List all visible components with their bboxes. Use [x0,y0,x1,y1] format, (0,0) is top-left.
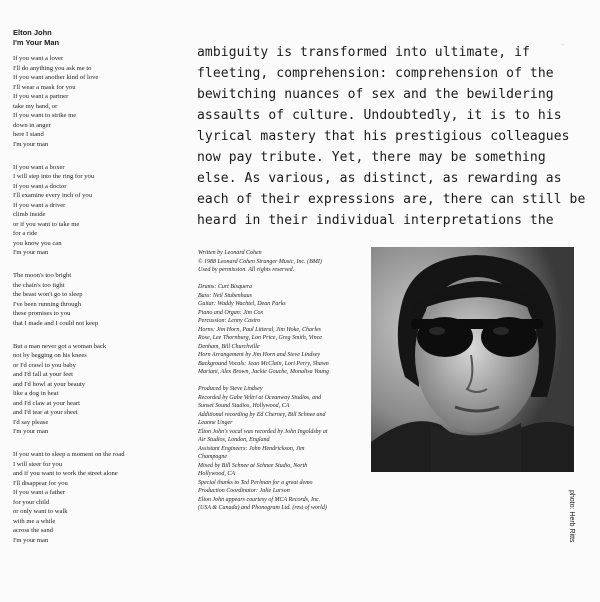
credit-line: Piano and Organ: Jim Cox [198,309,264,316]
lyric-line: and if you want to work the street alone [13,470,118,477]
credit-line: Champagne [198,454,227,460]
credit-line: Background Vocals: Jean McClain, Lori Perry, Shawn [198,360,329,367]
lyric-line: I will step into the ring for you [13,173,95,180]
essay-line: bewitching nuances of sex and the bewildering [197,87,554,102]
lyric-line: and I'd claw at your heart [13,399,80,407]
lyric-line: If you want a lover [13,55,64,62]
lyric-stanza [13,342,173,437]
song-title: I'm Your Man [13,38,60,47]
credit-line: Assistant Engineers: John Hendrickson, Jim [198,445,305,452]
lyric-line: I will steer for you [13,460,63,468]
lyric-line: I'm your man [13,249,49,256]
lyric-line: these promises to you [13,310,71,317]
lyric-line: across the sand [13,527,53,534]
lyric-line: here I stand [13,131,44,138]
portrait-photo [371,247,574,472]
credit-line: Bass: Neil Stubenhaus [198,292,252,299]
credit-line: Rose, Lee Thornburg, Lon Price, Greg Smith, Vince [198,335,322,341]
credit-line: Used by permission. All rights reserved. [198,267,295,273]
lyric-line: and I'd tear at your sheet [13,409,78,416]
credit-line: Leanne Unger [198,420,233,426]
lyric-line: The moon's too bright [13,272,72,279]
lyric-line: or I'd crawl to you baby [13,361,76,369]
lyric-line: down in anger [13,121,51,129]
lyric-stanza [13,450,173,545]
lyric-stanza [13,163,173,258]
lyric-line: If you want to sleep a moment on the road [13,451,125,458]
lyric-line: If you want a father [13,489,65,496]
lyric-line: If you want to strike me [13,112,77,119]
credit-line: Percussion: Lenny Castro [198,318,261,324]
essay-line: ambiguity is transformed into ultimate, if [197,45,530,60]
lyric-line: not by begging on his knees [13,352,87,359]
lyric-line: If you want a doctor [13,182,67,190]
credit-line: © 1988 Leonard Cohen Stranger Music, Inc. (BMI) [198,258,322,265]
credit-line: Additional recording by Ed Cherney, Bill Schnee and [198,411,326,418]
credit-block [198,283,370,377]
lyric-line: I'm your man [13,140,49,148]
lyric-line: and I'd howl at your beauty [13,380,86,388]
credit-line: (USA & Canada) and Phonogram Ltd. (rest of world) [198,505,327,511]
credit-line: Production Coordinator: Julie Larson [198,488,290,494]
essay-line: heard in their individual interpretations the [197,213,554,228]
lyric-line: I'd say please [13,418,49,426]
lyric-line: I've been running through [13,300,82,308]
lyric-line: If you want a boxer [13,163,65,171]
photo-credit: photo: Herb Ritts [568,490,575,543]
song-header [13,28,59,48]
credit-line: Denham, Bill Churchville [198,343,260,350]
lyric-line: that I made and I could not keep [13,319,99,327]
lyric-line: like a dog in heat [13,390,59,397]
lyric-line: or if you want to take me [13,220,80,228]
essay-line: fleeting, comprehension: comprehension of the [197,66,554,81]
credit-line: Elton John's vocal was recorded by John Ingoldsby at [198,428,328,435]
lyric-line: take my hand, or [13,102,58,110]
corner-mark: · [562,42,564,49]
lyric-line: I'll do anything you ask me to [13,64,92,72]
lyric-line: for your child [13,498,50,506]
lyric-line: and I'd fall at your feet [13,371,73,378]
credit-line: Mixed by Bill Schnee at Schnee Studio, North [198,462,308,469]
credit-line: Produced by Steve Lindsey [198,386,263,392]
essay-line: each of their expressions are, there can still be [197,192,586,207]
credit-line: Sunset Sound Studios, Hollywood, CA [198,403,290,409]
credit-block [198,249,370,275]
lyric-line: I'm your man [13,536,49,544]
lyric-line: If you want a driver [13,201,66,209]
lyric-line: you know you can [13,239,62,247]
essay-line: now pay tribute. Yet, there may be something [197,150,546,165]
credit-line: Recorded by Gabe Veltri at Oceanway Studios, and [198,394,322,401]
lyric-line: for a ride [13,230,38,237]
lyric-line: climb inside [13,211,46,218]
lyric-line: with me a while [13,517,56,525]
lyric-line: I'm your man [13,428,49,435]
lyric-stanza [13,271,173,328]
lyric-stanza [13,54,173,149]
credit-line: Horn Arrangement by Jim Horn and Steve Lindsey [198,352,321,358]
credit-line: Hollywood, CA [198,471,235,477]
credit-line: Air Studios, London, England [198,437,270,443]
credit-line: Guitar: Waddy Wachtel, Dean Parks [198,301,286,307]
credit-line: Drums: Curt Bisquera [198,284,253,290]
credit-line: Written by Leonard Cohen [198,250,262,256]
credit-line: Horns: Jim Horn, Paul Litteral, Jim Hoke, Charles [198,326,321,333]
essay-text [197,42,586,231]
lyric-line: If you want a partner [13,93,69,100]
credit-line: Special thanks to Ted Perlman for a great demo [198,479,313,486]
song-credits [198,249,370,521]
lyric-line: the beast won't go to sleep [13,291,83,298]
credit-line: Elton John appears courtesy of MCA Records, Inc. [198,496,321,503]
lyric-line: I'll wear a mask for you [13,83,76,91]
lyric-line: But a man never got a woman back [13,342,107,350]
lyric-line: the chain's too tight [13,281,65,289]
essay-line: else. As various, as distinct, as rewarding as [197,171,562,186]
lyric-line: If you want another kind of love [13,74,99,81]
lyric-line: or only want to walk [13,508,68,515]
lyrics-column [13,54,173,559]
essay-line: lyrical mastery that his prestigious colleagues [197,129,570,144]
essay-line: assaults of culture. Undoubtedly, it is to his [197,108,562,123]
lyric-line: I'll disappear for you [13,479,68,487]
artist-name: Elton John [13,28,52,37]
lyric-line: I'll examine every inch of you [13,192,93,199]
credit-block [198,385,370,513]
credit-line: Mariani, Alex Brown, Jackie Gouche, Monalisa Young [198,369,329,375]
